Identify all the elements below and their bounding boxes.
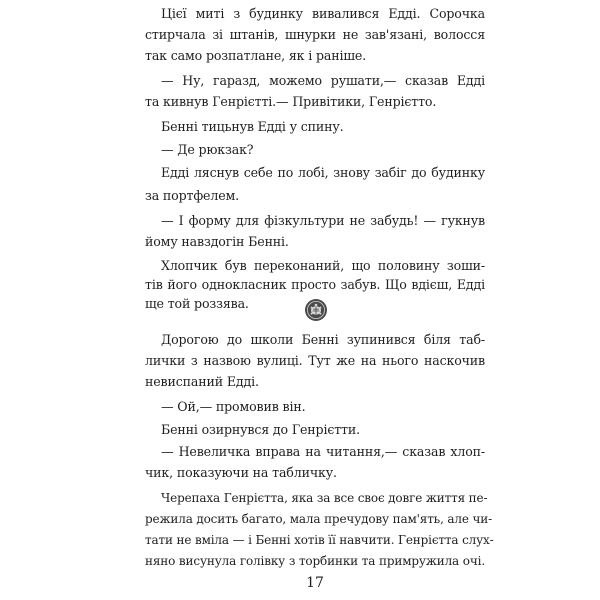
text-line: Цієї миті з будинку вивалився Едді. Сорочка bbox=[161, 6, 485, 21]
book-page bbox=[145, 0, 494, 600]
text-line: невиспаний Едді. bbox=[145, 374, 259, 389]
text-line: Хлопчик був переконаний, що половину зоши- bbox=[161, 258, 485, 273]
text-line: Бенні тицьнув Едді у спину. bbox=[161, 119, 344, 134]
text-line: так само розпатлане, як і раніше. bbox=[145, 48, 367, 63]
text-line: — Ой,— промовив він. bbox=[161, 399, 306, 414]
text-line: — Ну, гаразд, можемо рушати,— сказав Едді bbox=[161, 73, 485, 88]
text-line: няно висунула голівку з торбинки та примружила очі. bbox=[145, 554, 485, 568]
text-line: лички з назвою вулиці. Тут же на нього наскочив bbox=[145, 353, 485, 368]
text-line: йому навздогін Бенні. bbox=[145, 234, 289, 249]
text-line: та кивнув Генрієтті.— Привітики, Генрієтто. bbox=[145, 94, 437, 109]
text-line: тати не вміла — і Бенні хотів її навчити. Генрієтта слух- bbox=[145, 533, 494, 547]
text-line: тів його однокласник просто забув. Що вдієш, Едді bbox=[145, 277, 485, 292]
text-line: Едді ляснув себе по лобі, знову забіг до будинку bbox=[161, 165, 485, 180]
text-line: — Де рюкзак? bbox=[161, 142, 254, 157]
text-line: стирчала зі штанів, шнурки не зав'язані, волосся bbox=[145, 27, 485, 42]
text-line: Черепаха Генрієтта, яка за все своє довге життя пе- bbox=[161, 491, 488, 505]
text-line: за портфелем. bbox=[145, 188, 239, 203]
text-line: Бенні озирнувся до Генрієтти. bbox=[161, 422, 360, 437]
text-line: чик, показуючи на табличку. bbox=[145, 465, 337, 480]
text-line: Дорогою до школи Бенні зупинився біля таб- bbox=[161, 332, 485, 347]
text-line: режила досить багато, мала пречудову пам'ять, але чи- bbox=[145, 512, 493, 526]
text-line: — І форму для фізкультури не забудь! — гукнув bbox=[161, 213, 485, 228]
turtle-ornament-icon bbox=[304, 298, 328, 322]
text-line: — Невеличка вправа на читання,— сказав хлоп- bbox=[161, 444, 485, 459]
text-line: ще той роззява. bbox=[145, 296, 249, 311]
page-number: 17 bbox=[306, 575, 324, 591]
